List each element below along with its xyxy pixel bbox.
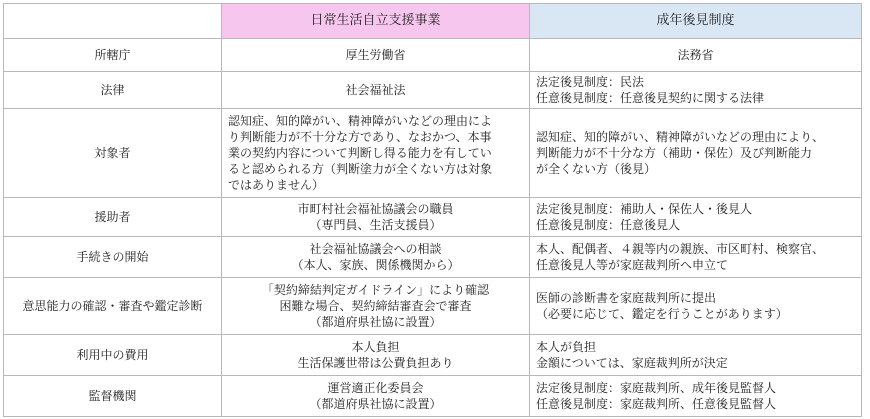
cell-a: 社会福祉協議会への相談 （本人、家族、関係機関から） xyxy=(222,237,530,278)
header-adult-guardianship: 成年後見制度 xyxy=(530,4,862,39)
table-row xyxy=(4,237,862,278)
table-row xyxy=(4,278,862,335)
cell-b: 認知症、知的障がい、精神障がいなどの理由により、 判断能力が不十分な方（補助・保佐）及び判断能力 が全くない方（後見） xyxy=(530,109,862,198)
cell-b: 医師の診断書を家庭裁判所に提出 （必要に応じて、鑑定を行うことがあります） xyxy=(530,278,862,335)
row-label: 所轄庁 xyxy=(4,39,222,72)
header-row xyxy=(4,4,862,39)
cell-a: 認知症、知的障がい、精神障がいなどの理由によ り判断能力が不十分な方であり、なおかつ、本事 業の契約内容について判断し得る能力を有してい ると認められる方（判断塗力が全くない方は対象 ではありません） xyxy=(222,109,530,198)
row-label: 法律 xyxy=(4,72,222,109)
row-label: 手続きの開始 xyxy=(4,237,222,278)
row-label: 援助者 xyxy=(4,198,222,237)
cell-b: 法定後見制度：家庭裁判所、成年後見監督人 任意後見制度：家庭裁判所、任意後見監督人 xyxy=(530,376,862,417)
cell-b: 法務省 xyxy=(530,39,862,72)
cell-b: 本人、配偶者、４親等内の親族、市区町村、検察官、 任意後見人等が家庭裁判所へ申立て xyxy=(530,237,862,278)
cell-a: 厚生労働省 xyxy=(222,39,530,72)
header-daily-life-support: 日常生活自立支援事業 xyxy=(222,4,530,39)
comparison-table xyxy=(3,3,862,417)
row-label: 監督機関 xyxy=(4,376,222,417)
cell-a: 本人負担 生活保護世帯は公費負担あり xyxy=(222,335,530,376)
cell-b: 本人が負担 金額については、家庭裁判所が決定 xyxy=(530,335,862,376)
header-corner xyxy=(4,4,222,39)
cell-b: 法定後見制度：民法 任意後見制度：任意後見契約に関する法律 xyxy=(530,72,862,109)
table-row xyxy=(4,198,862,237)
table-row xyxy=(4,109,862,198)
table-row xyxy=(4,376,862,417)
cell-a: 市町村社会福祉協議会の職員 （専門員、生活支援員） xyxy=(222,198,530,237)
table-row xyxy=(4,72,862,109)
row-label: 意思能力の確認・審査や鑑定診断 xyxy=(4,278,222,335)
table-row xyxy=(4,39,862,72)
row-label: 利用中の費用 xyxy=(4,335,222,376)
table-row xyxy=(4,335,862,376)
cell-a: 「契約締結判定ガイドライン」により確認 困難な場合、契約締結審査会で審査 （都道府県社協に設置） xyxy=(222,278,530,335)
cell-a: 社会福祉法 xyxy=(222,72,530,109)
row-label: 対象者 xyxy=(4,109,222,198)
cell-b: 法定後見制度：補助人・保佐人・後見人 任意後見制度：任意後見人 xyxy=(530,198,862,237)
cell-a: 運営適正化委員会 （都道府県社協に設置） xyxy=(222,376,530,417)
